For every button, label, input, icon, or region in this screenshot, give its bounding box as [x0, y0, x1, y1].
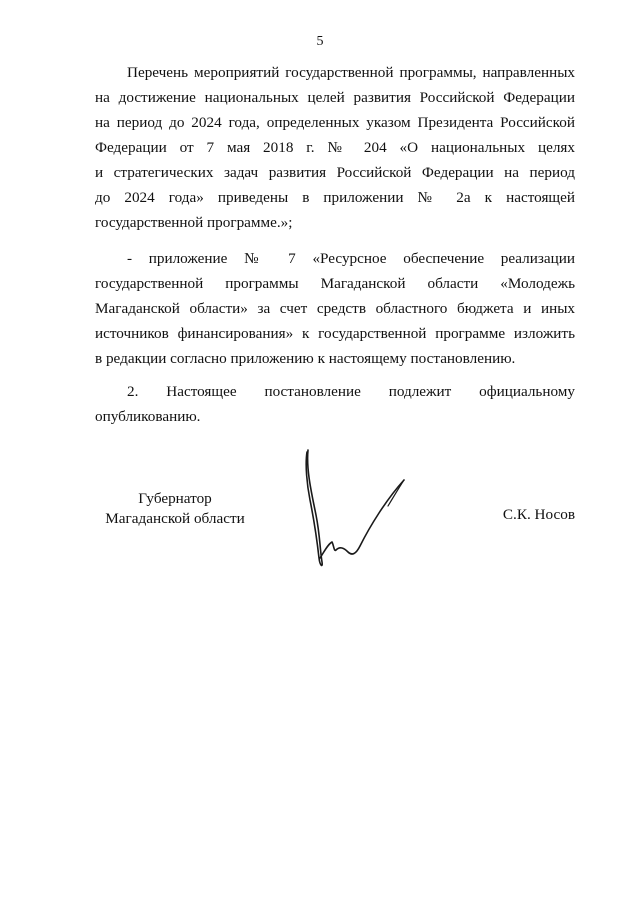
paragraph-appendix-7: [95, 246, 575, 371]
text-line: Перечень мероприятий государственной программы, направленных: [127, 64, 575, 81]
signatory-title-line: Губернатор: [138, 490, 212, 507]
page-number: 5: [316, 34, 324, 49]
text-line: до 2024 года» приведены в приложении № 2а к настоящей: [95, 189, 575, 206]
text-line: Федерации от 7 мая 2018 г. № 204 «О национальных целях: [95, 139, 575, 156]
paragraph-program-events: [95, 60, 575, 235]
signatory-title-line: Магаданской области: [105, 510, 245, 527]
text-line: на период до 2024 года, определенных указом Президента Российской: [95, 114, 575, 131]
text-line: - приложение № 7 «Ресурсное обеспечение реализации: [127, 250, 575, 267]
text-line: в редакции согласно приложению к настоящему постановлению.: [95, 350, 516, 367]
signatory-name: С.К. Носов: [502, 506, 575, 523]
text-line: 2. Настоящее постановление подлежит официальному: [127, 383, 575, 400]
text-line: Магаданской области» за счет средств областного бюджета и иных: [95, 300, 575, 317]
signatory-title: [95, 489, 255, 529]
text-line: государственной программе.»;: [95, 214, 293, 231]
text-line: опубликованию.: [95, 408, 201, 425]
text-line: источников финансирования» к государственной программе изложить: [95, 325, 575, 342]
handwritten-signature: [290, 440, 420, 580]
text-line: государственной программы Магаданской области «Молодежь: [95, 275, 575, 292]
text-line: на достижение национальных целей развития Российской Федерации: [95, 89, 575, 106]
paragraph-publication: [95, 379, 575, 429]
text-line: и стратегических задач развития Российской Федерации на период: [95, 164, 575, 181]
